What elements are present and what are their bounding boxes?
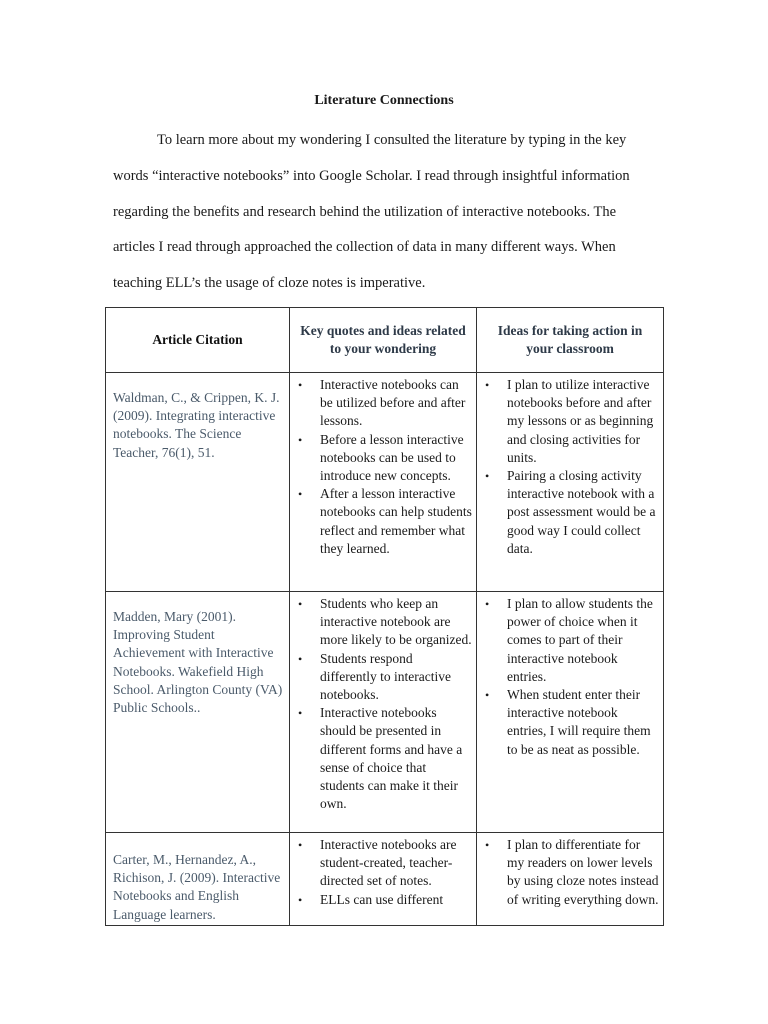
citation-cell	[106, 833, 290, 926]
list-item: • Interactive notebooks should be presented in different forms and have a sense of choice that students can make it their own.	[320, 704, 472, 813]
list-item: • Pairing a closing activity interactive notebook with a post assessment would be a good way I could collect data.	[507, 467, 659, 558]
citation-text: Madden, Mary (2001). Improving Student Achievement with Interactive Notebooks. Wakefield High School. Arlington County (VA) Public Schools..	[113, 609, 283, 716]
literature-table	[105, 307, 664, 926]
citation-cell	[106, 592, 290, 833]
intro-paragraph-block	[113, 123, 653, 302]
list-item: • Interactive notebooks are student-created, teacher-directed set of notes.	[320, 836, 472, 891]
table-row	[106, 833, 664, 926]
list-item: • Students who keep an interactive notebook are more likely to be organized.	[320, 595, 472, 650]
quotes-cell	[290, 833, 477, 926]
citation-text: Carter, M., Hernandez, A., Richison, J. (2009). Interactive Notebooks and English Language learners.	[113, 852, 281, 922]
table-row	[106, 592, 664, 833]
actions-cell	[477, 373, 664, 592]
list-item: • I plan to differentiate for my readers on lower levels by using cloze notes instead of writing everything down.	[507, 836, 659, 909]
list-item: • Before a lesson interactive notebooks can be used to introduce new concepts.	[320, 431, 472, 486]
quotes-cell	[290, 373, 477, 592]
citation-text: Waldman, C., & Crippen, K. J. (2009). Integrating interactive notebooks. The Science Teacher, 76(1), 51.	[113, 390, 280, 460]
list-item: • I plan to utilize interactive notebooks before and after my lessons or as beginning and closing activities for units.	[507, 376, 659, 467]
intro-paragraph: To learn more about my wondering I consulted the literature by typing in the key words “interactive notebooks” into Google Scholar. I read through insightful information regarding the benefits and research behind the utilization of interactive notebooks. The articles I read through approached the collection of data in many different ways. When teaching ELL’s the usage of cloze notes is imperative.	[113, 132, 630, 292]
list-item: • Students respond differently to interactive notebooks.	[320, 650, 472, 705]
header-ideas-action: Ideas for taking action in your classroom	[477, 308, 664, 373]
list-item: • When student enter their interactive notebook entries, I will require them to be as neat as possible.	[507, 686, 659, 759]
actions-cell	[477, 833, 664, 926]
list-item: • ELLs can use different	[320, 891, 472, 909]
header-key-quotes: Key quotes and ideas related to your wondering	[290, 308, 477, 373]
actions-cell	[477, 592, 664, 833]
list-item: • Interactive notebooks can be utilized before and after lessons.	[320, 376, 472, 431]
table-row	[106, 373, 664, 592]
header-article-citation: Article Citation	[106, 308, 290, 373]
quotes-cell	[290, 592, 477, 833]
citation-cell	[106, 373, 290, 592]
page-title: Literature Connections	[314, 93, 454, 108]
list-item: • After a lesson interactive notebooks can help students reflect and remember what they learned.	[320, 485, 472, 558]
table-header-row	[106, 308, 664, 373]
list-item: • I plan to allow students the power of choice when it comes to part of their interactive notebook entries.	[507, 595, 659, 686]
